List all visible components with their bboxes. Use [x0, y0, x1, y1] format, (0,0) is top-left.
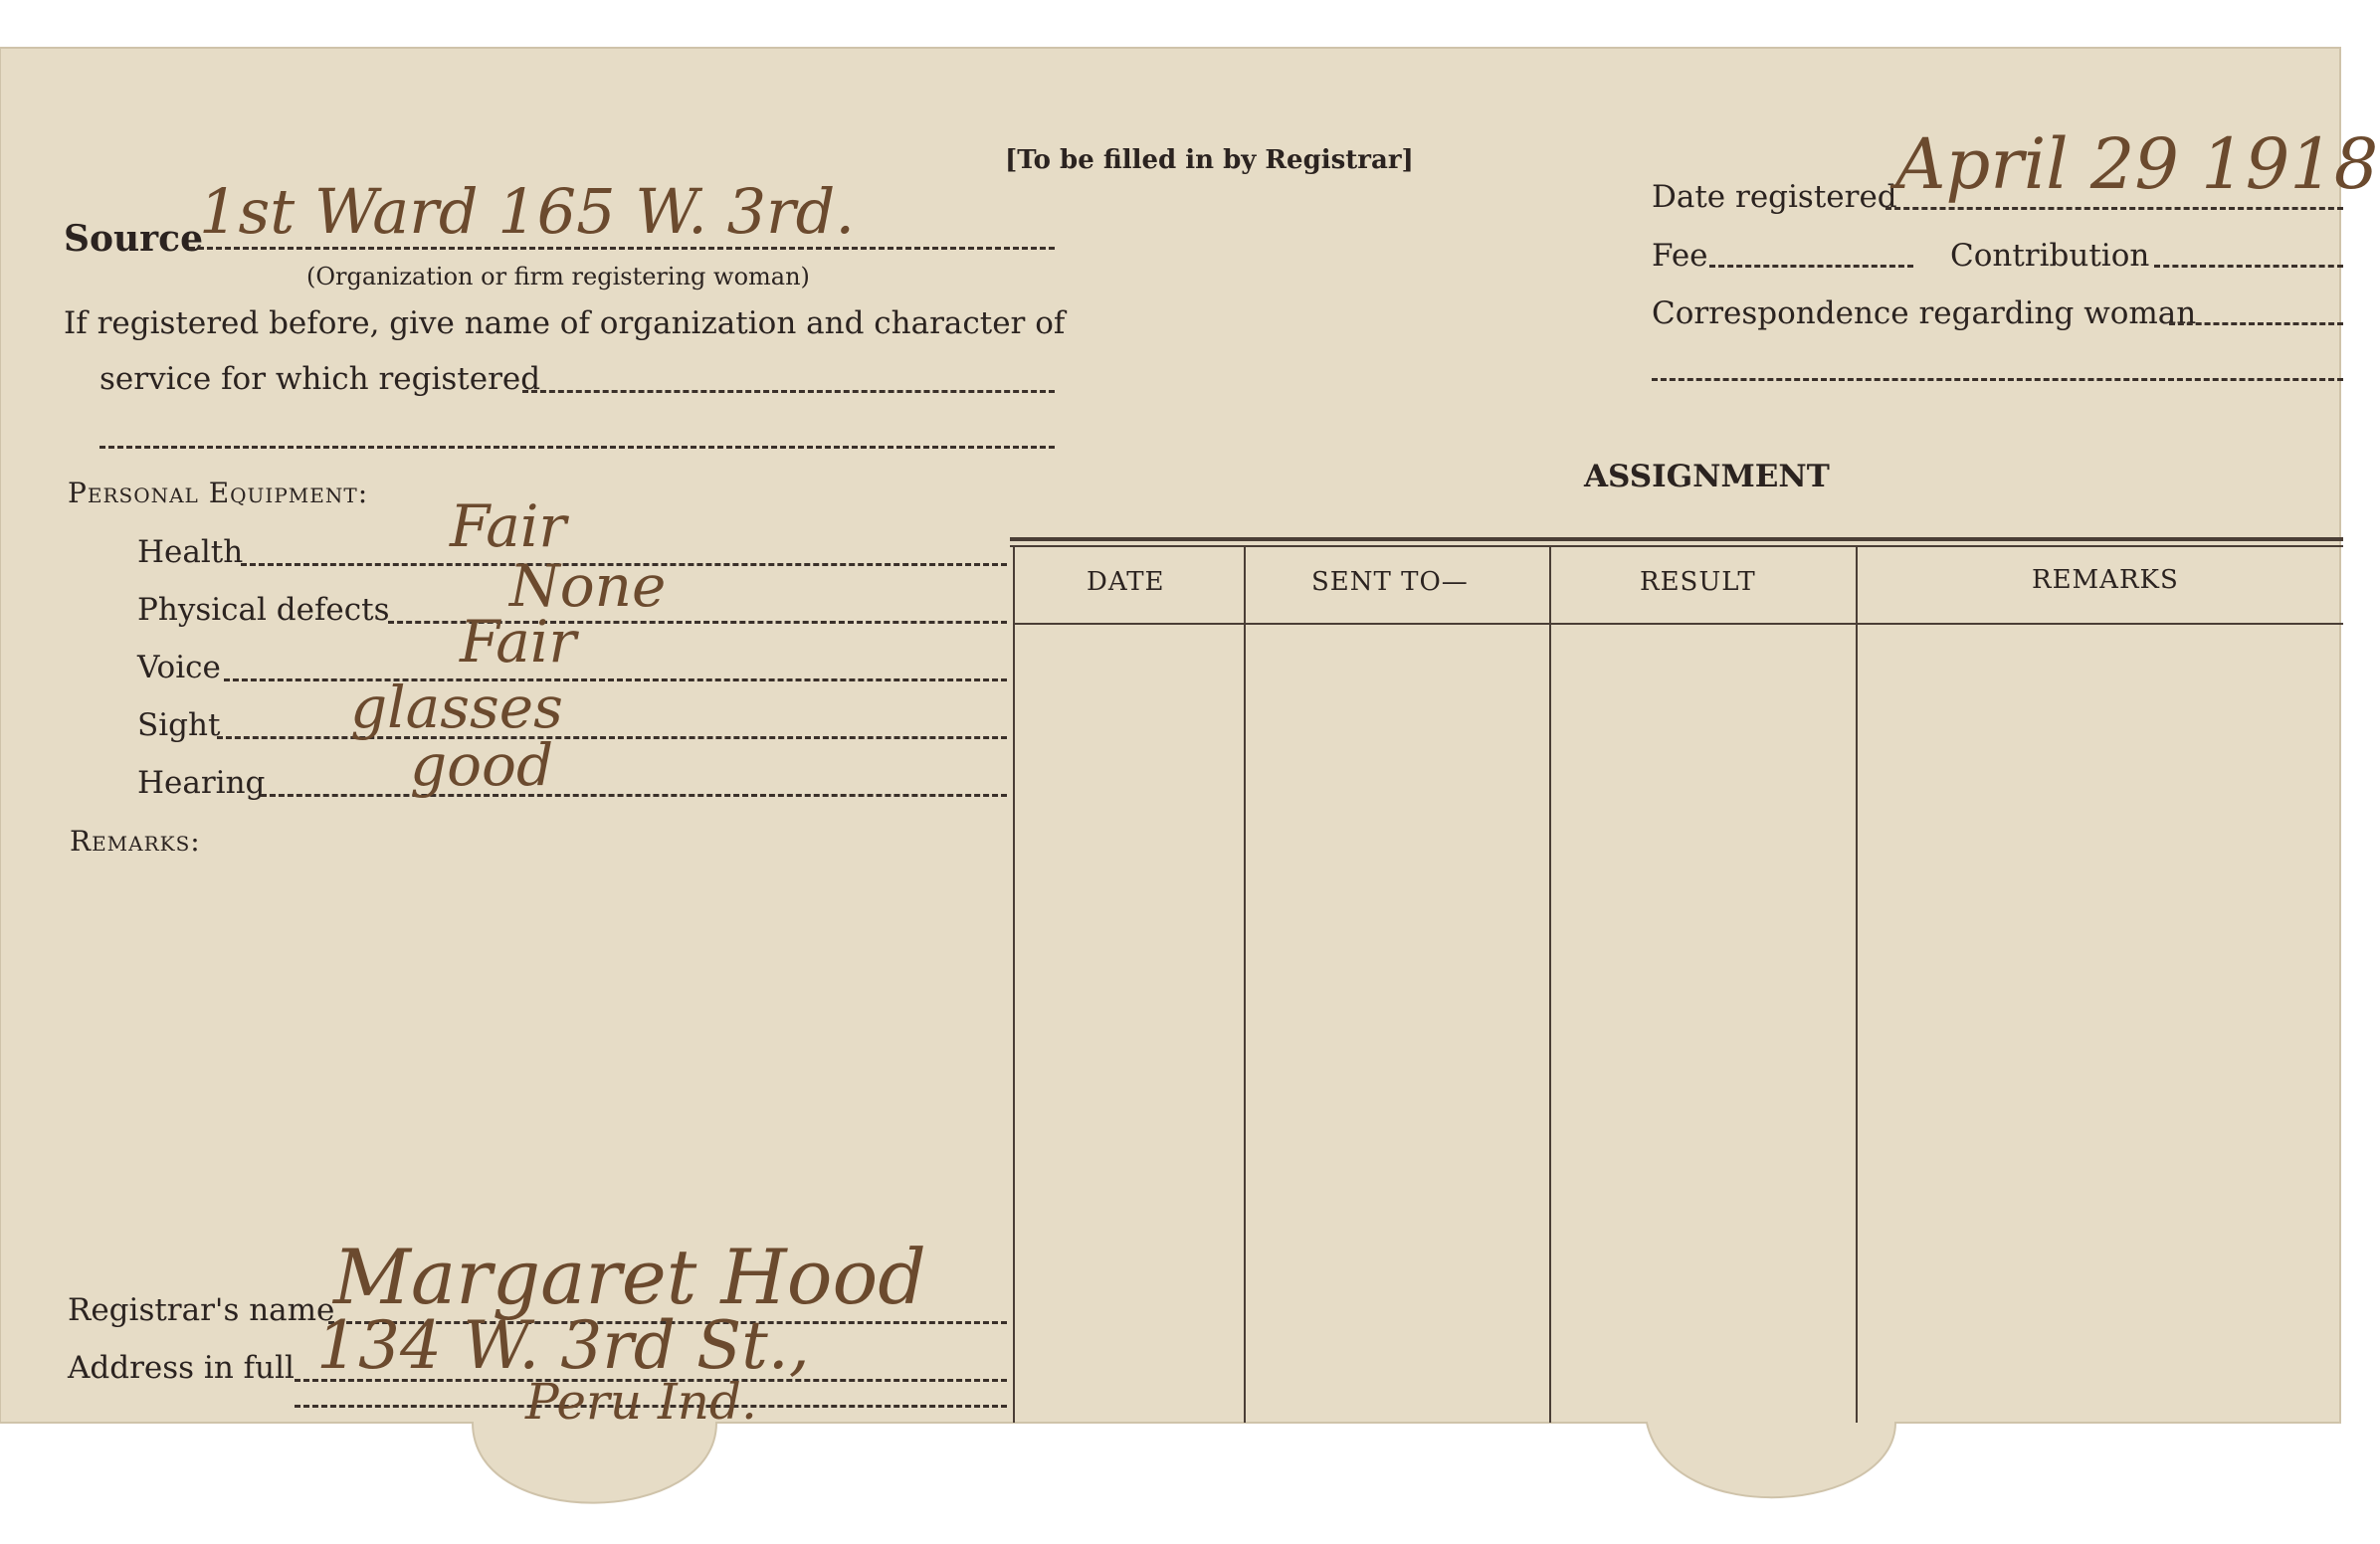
contribution-line	[2154, 265, 2343, 268]
registered-before-line1: If registered before, give name of organization and character of	[64, 305, 1066, 341]
column-header-remarks: REMARKS	[2032, 565, 2179, 595]
voice-line	[224, 678, 1007, 681]
address-value-line2: Peru Ind.	[525, 1373, 757, 1431]
source-value: 1st Ward 165 W. 3rd.	[199, 175, 856, 248]
hearing-line	[261, 794, 1007, 797]
remarks-heading: Remarks:	[70, 825, 201, 858]
column-header-sent-to: SENT TO—	[1311, 567, 1469, 597]
column-divider-2	[1549, 547, 1551, 1423]
address-label: Address in full	[68, 1350, 295, 1386]
source-caption: (Organization or firm registering woman)	[306, 263, 810, 290]
health-label: Health	[137, 534, 244, 570]
column-header-date: DATE	[1087, 567, 1165, 597]
registered-before-fill-1	[522, 390, 1055, 393]
fee-label: Fee	[1652, 238, 1708, 274]
voice-label: Voice	[137, 650, 221, 685]
correspondence-line-2	[1652, 378, 2343, 381]
column-divider-left	[1013, 547, 1015, 1423]
hearing-value: good	[410, 731, 554, 799]
correspondence-line-1	[2169, 322, 2343, 325]
physical-defects-value: None	[509, 552, 667, 620]
registered-before-fill-2	[99, 446, 1055, 449]
column-divider-3	[1856, 547, 1858, 1423]
column-header-result: RESULT	[1640, 567, 1756, 597]
sight-label: Sight	[137, 707, 221, 743]
date-registered-value: April 29 1918	[1895, 123, 2379, 205]
personal-equipment-heading: Personal Equipment:	[68, 477, 369, 509]
assignment-header-rule	[1013, 623, 2343, 625]
address-value-line1: 134 W. 3rd St.,	[316, 1307, 810, 1384]
sight-line	[217, 736, 1007, 739]
hearing-label: Hearing	[137, 765, 266, 801]
correspondence-label: Correspondence regarding woman	[1652, 295, 2197, 331]
assignment-title: ASSIGNMENT	[1584, 459, 1830, 494]
assignment-top-rule	[1010, 537, 2343, 541]
date-registered-label: Date registered	[1652, 179, 1897, 215]
contribution-label: Contribution	[1950, 238, 2150, 274]
column-divider-1	[1244, 547, 1246, 1423]
source-label: Source	[64, 218, 203, 260]
physical-defects-label: Physical defects	[137, 592, 390, 628]
voice-value: Fair	[460, 608, 577, 676]
registrar-note: [To be filled in by Registrar]	[1005, 145, 1414, 175]
registrar-name-value: Margaret Hood	[333, 1233, 926, 1321]
assignment-top-rule-2	[1010, 545, 2343, 547]
fee-line	[1709, 265, 1913, 268]
registered-before-line2: service for which registered	[99, 361, 541, 397]
registrar-name-label: Registrar's name	[68, 1292, 335, 1328]
sight-value: glasses	[350, 674, 563, 741]
date-registered-line	[1885, 207, 2343, 210]
health-value: Fair	[450, 492, 567, 560]
